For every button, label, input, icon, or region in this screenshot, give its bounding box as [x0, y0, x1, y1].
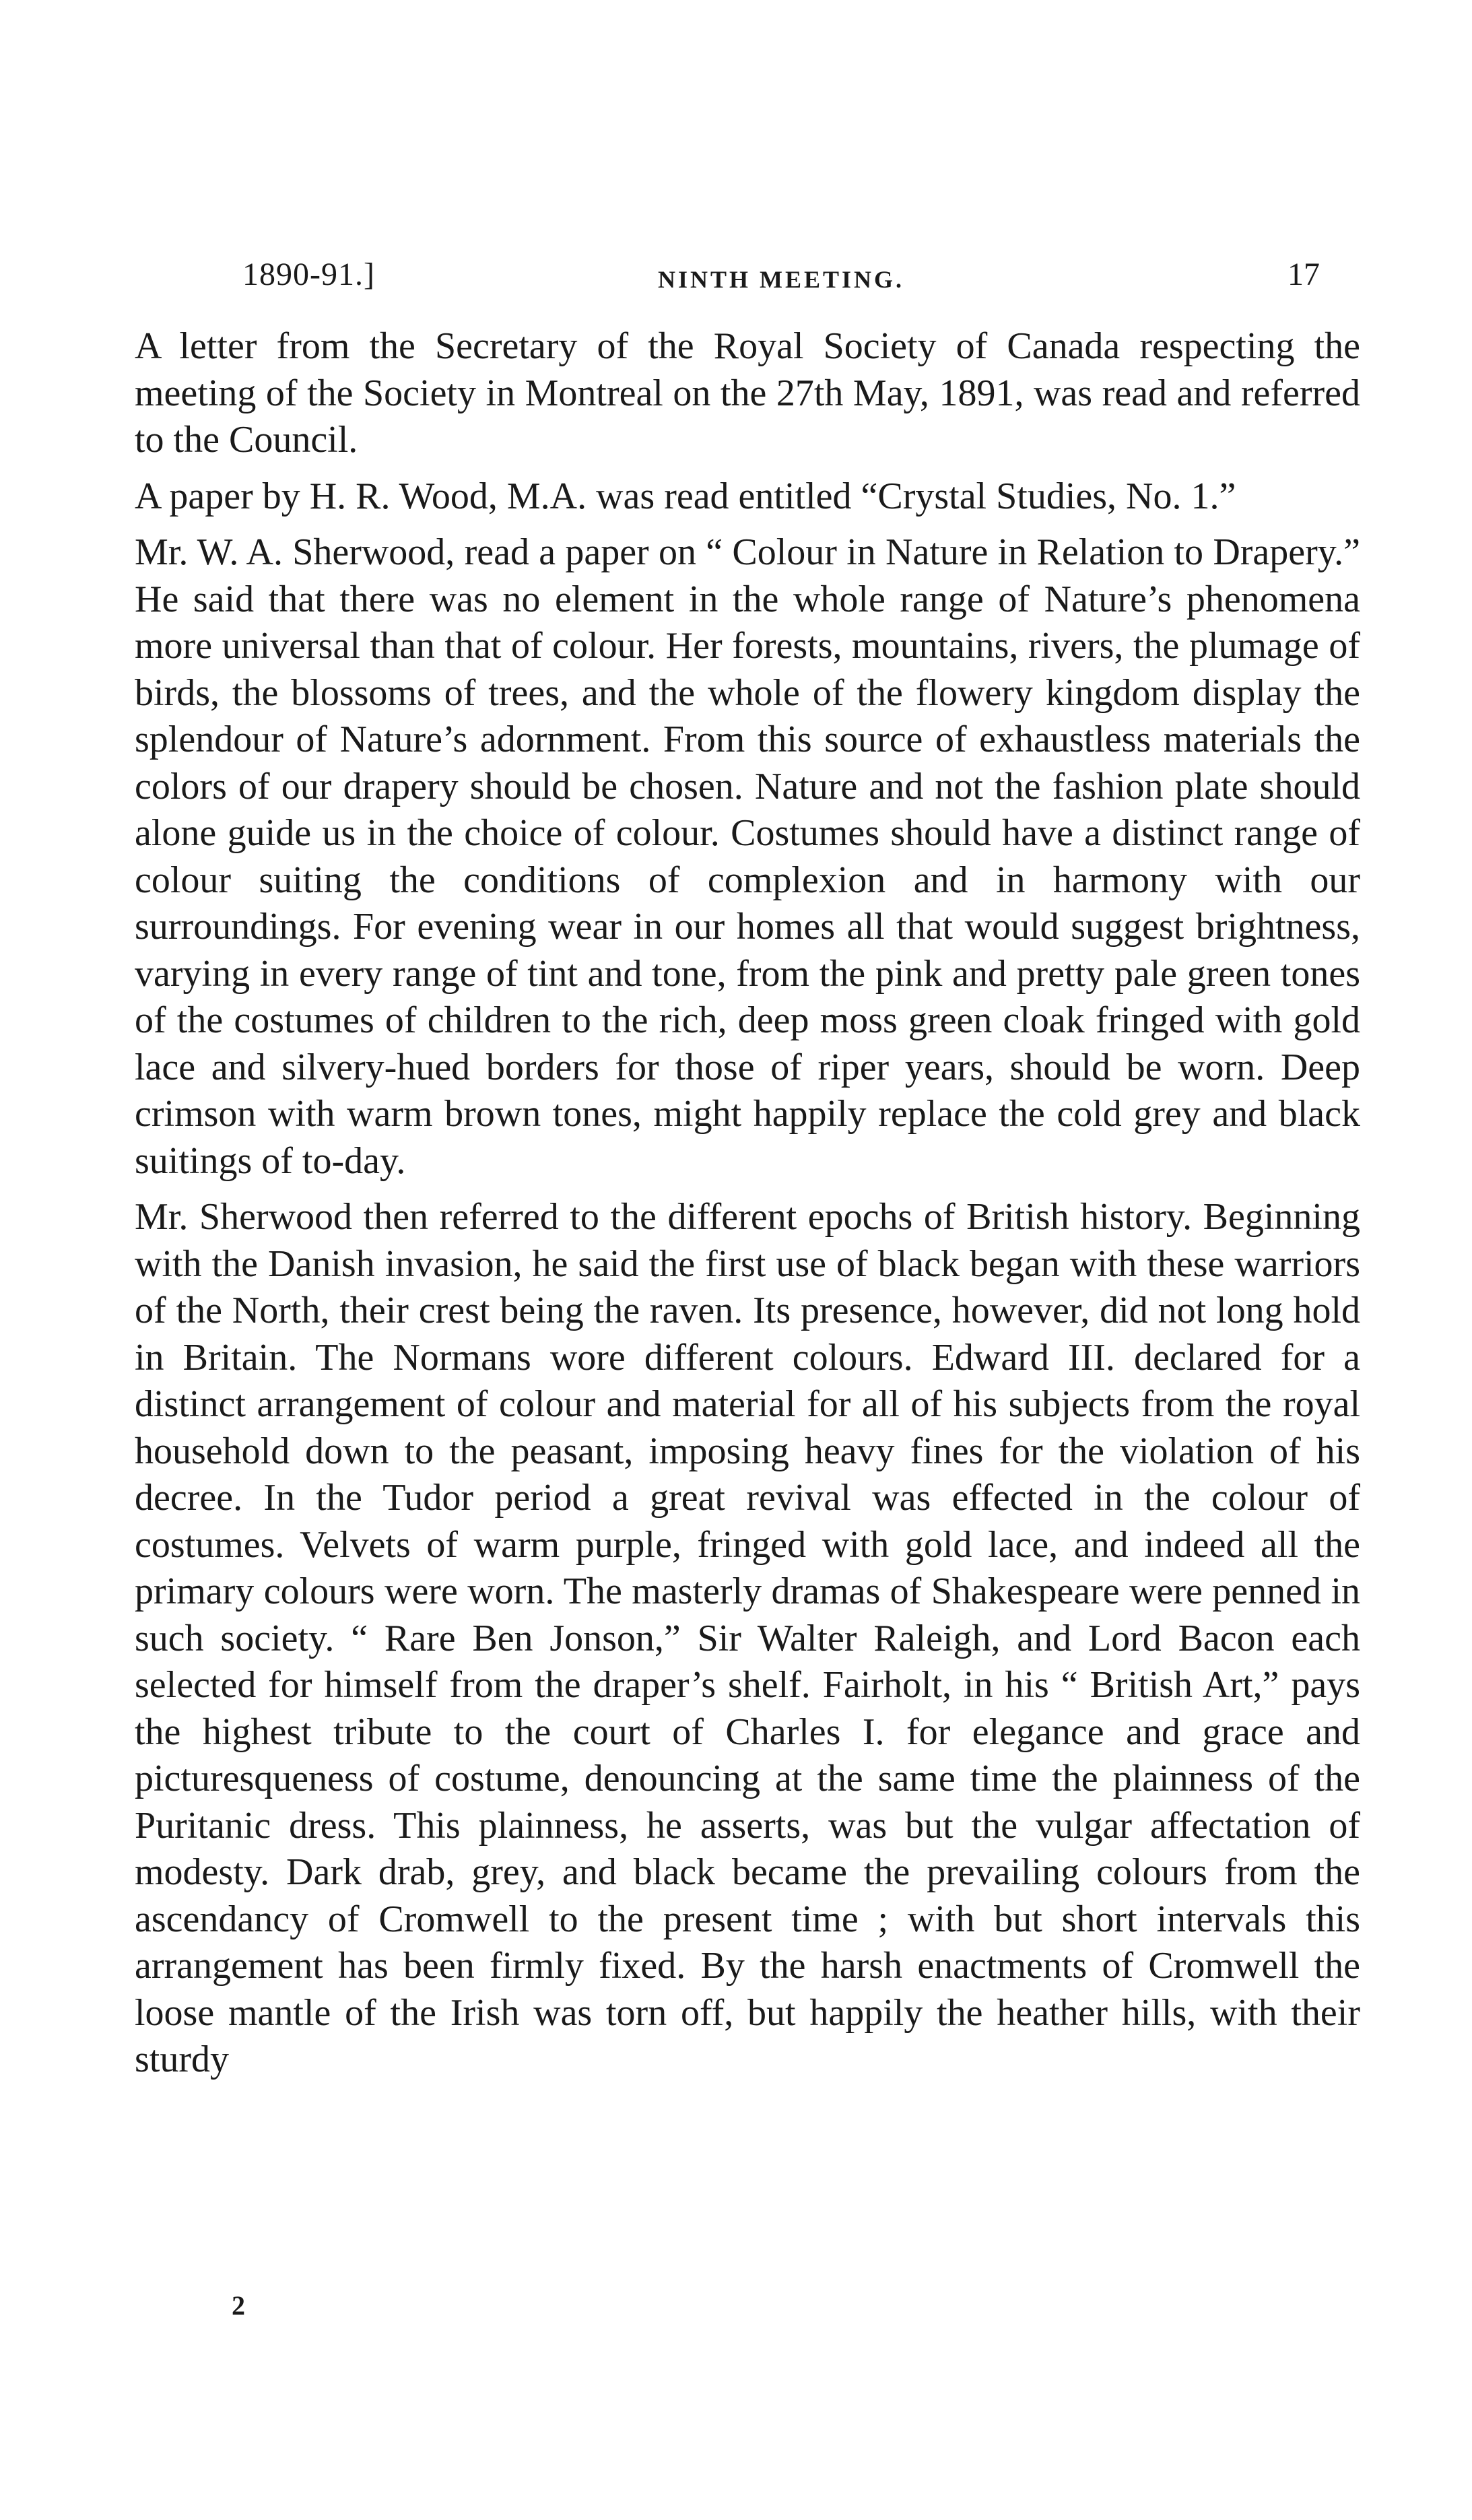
- paragraph-royal-society-letter: A letter from the Secretary of the Royal Society of Canada respecting the meeting of the Society in Montreal on the 27th May, 1891, was read and referred to the Council.: [135, 325, 1360, 461]
- page-number: 17: [1287, 257, 1320, 292]
- signature-mark: 2: [232, 2290, 245, 2321]
- paragraph-crystal-studies: A paper by H. R. Wood, M.A. was read entitled “Crystal Studies, No. 1.”: [135, 475, 1236, 517]
- volume-label: 1890-91.]: [242, 257, 375, 292]
- page-header: [242, 256, 1320, 303]
- body-text: [135, 323, 1360, 2093]
- paragraph-british-history: Mr. Sherwood then referred to the different epochs of British history. Beginning with the Danish invasion, he said the first use of black began with these warriors of the North, their crest being the raven. Its presence, however, did not long hold in Britain. The Normans wore different colours. Edward III. declared for a distinct arrangement of colour and material for all of his subjects from the royal household down to the peasant, imposing heavy fines for the violation of his decree. In the Tudor period a great revival was effected in the colour of costumes. Velvets of warm purple, fringed with gold lace, and indeed all the primary colours were worn. The masterly dramas of Shakespeare were penned in such society. “ Rare Ben Jonson,” Sir Walter Raleigh, and Lord Bacon each selected for himself from the draper’s shelf. Fairholt, in his “ British Art,” pays the highest tribute to the court of Charles I. for elegance and grace and picturesqueness of costume, denouncing at the same time the plainness of the Puritanic dress. This plainness, he asserts, was but the vulgar affectation of modesty. Dark drab, grey, and black became the prevailing colours from the ascendancy of Cromwell to the present time ; with but short intervals this arrangement has been firmly fixed. By the harsh enactments of Cromwell the loose mantle of the Irish was torn off, but happily the heather hills, with their sturdy: [135, 1196, 1360, 2080]
- running-title: NINTH MEETING.: [657, 266, 905, 293]
- paragraph-colour-in-nature: Mr. W. A. Sherwood, read a paper on “ Colour in Nature in Relation to Drapery.” He said that there was no element in the whole range of Nature’s phenomena more universal than that of colour. Her forests, mountains, rivers, the plumage of birds, the blossoms of trees, and the whole of the flowery kingdom display the splendour of Nature’s adornment. From this source of exhaustless materials the colors of our drapery should be chosen. Nature and not the fashion plate should alone guide us in the choice of colour. Costumes should have a distinct range of colour suiting the conditions of complexion and in harmony with our surroundings. For evening wear in our homes all that would suggest brightness, varying in every range of tint and tone, from the pink and pretty pale green tones of the costumes of children to the rich, deep moss green cloak fringed with gold lace and silvery-hued borders for those of riper years, should be worn. Deep crimson with warm brown tones, might happily replace the cold grey and black suitings of to-day.: [135, 531, 1360, 1182]
